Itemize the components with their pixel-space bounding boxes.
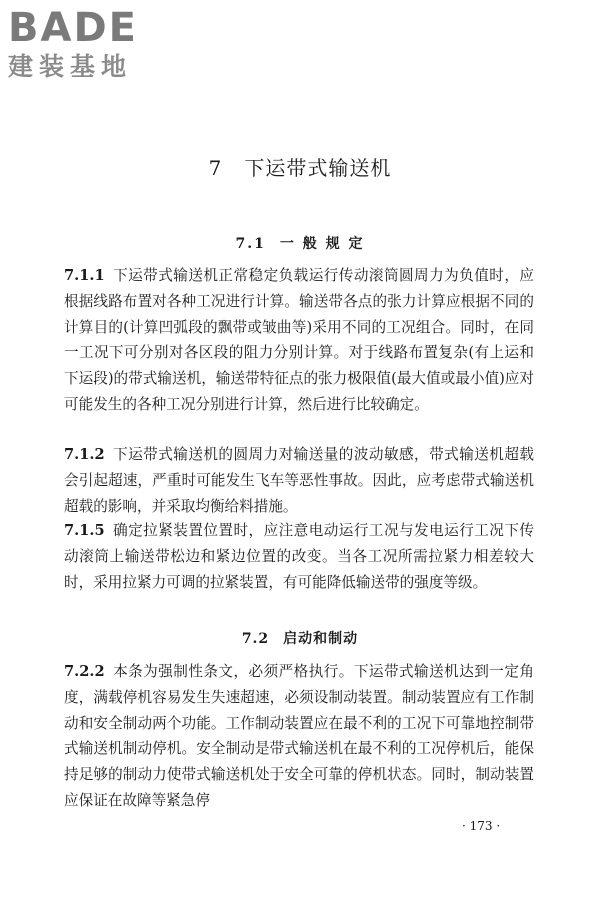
clause-text: 下运带式输送机的圆周力对输送量的波动敏感，带式输送机超载会引起超速，严重时可能发生飞车等恶性事故。因此，应考虑带式输送机超载的影响，并采取均衡给料措施。 (64, 446, 534, 515)
clause-paragraph (64, 442, 534, 519)
clause-number: 7.1.1 (64, 267, 105, 284)
clause-text: 本条为强制性条文，必须严格执行。下运带式输送机达到一定角度，满载停机容易发生失速超速，必须设制动装置。制动装置应有工作制动和安全制动两个功能。工作制动装置应在最不利的工况下可靠地控制带式输送机制动停机。安全制动是带式输送机在最不利的工况停机后，能保持足够的制动力使带式输送机处于安全可靠的停机状态。同时，制动装置应保证在故障等紧急停 (64, 663, 534, 809)
section-number: 7.1 (235, 236, 266, 252)
logo-subtitle: 建装基地 (8, 52, 133, 81)
section-heading (0, 628, 600, 648)
section-title-text: 启动和制动 (283, 631, 359, 647)
brand-logo (8, 6, 178, 82)
chapter-number: 7 (208, 156, 223, 180)
logo-wordmark: BADE (8, 5, 138, 51)
clause-text: 确定拉紧装置位置时，应注意电动运行工况与发电运行工况下传动滚筒上输送带松边和紧边位置的改变。当各工况所需拉紧力相差较大时，采用拉紧力可调的拉紧装置，有可能降低输送带的强度等级。 (64, 522, 534, 591)
chapter-title-text: 下运带式输送机 (244, 156, 392, 180)
section-heading (0, 233, 600, 253)
page-number: · 173 · (462, 819, 501, 833)
section-number: 7.2 (241, 631, 270, 647)
clause-paragraph (64, 263, 534, 418)
clause-text: 下运带式输送机正常稳定负载运行传动滚筒圆周力为负值时，应根据线路布置对各种工况进行计算。输送带各点的张力计算应根据不同的计算目的(计算凹弧段的飘带或皱曲等)采用不同的工况组合。同时，在同一工况下可分别对各区段的阻力分别计算。对于线路布置复杂(有上运和下运段)的带式输送机，输送带特征点的张力极限值(最大值或最小值)应对可能发生的各种工况分别进行计算，然后进行比较确定。 (64, 267, 534, 413)
clause-paragraph (64, 518, 534, 595)
clause-paragraph (64, 659, 534, 814)
chapter-title (0, 152, 600, 181)
clause-number: 7.1.2 (64, 446, 105, 463)
clause-number: 7.1.5 (64, 522, 105, 539)
clause-number: 7.2.2 (64, 663, 105, 680)
section-title-text: 一 般 规 定 (279, 236, 365, 252)
